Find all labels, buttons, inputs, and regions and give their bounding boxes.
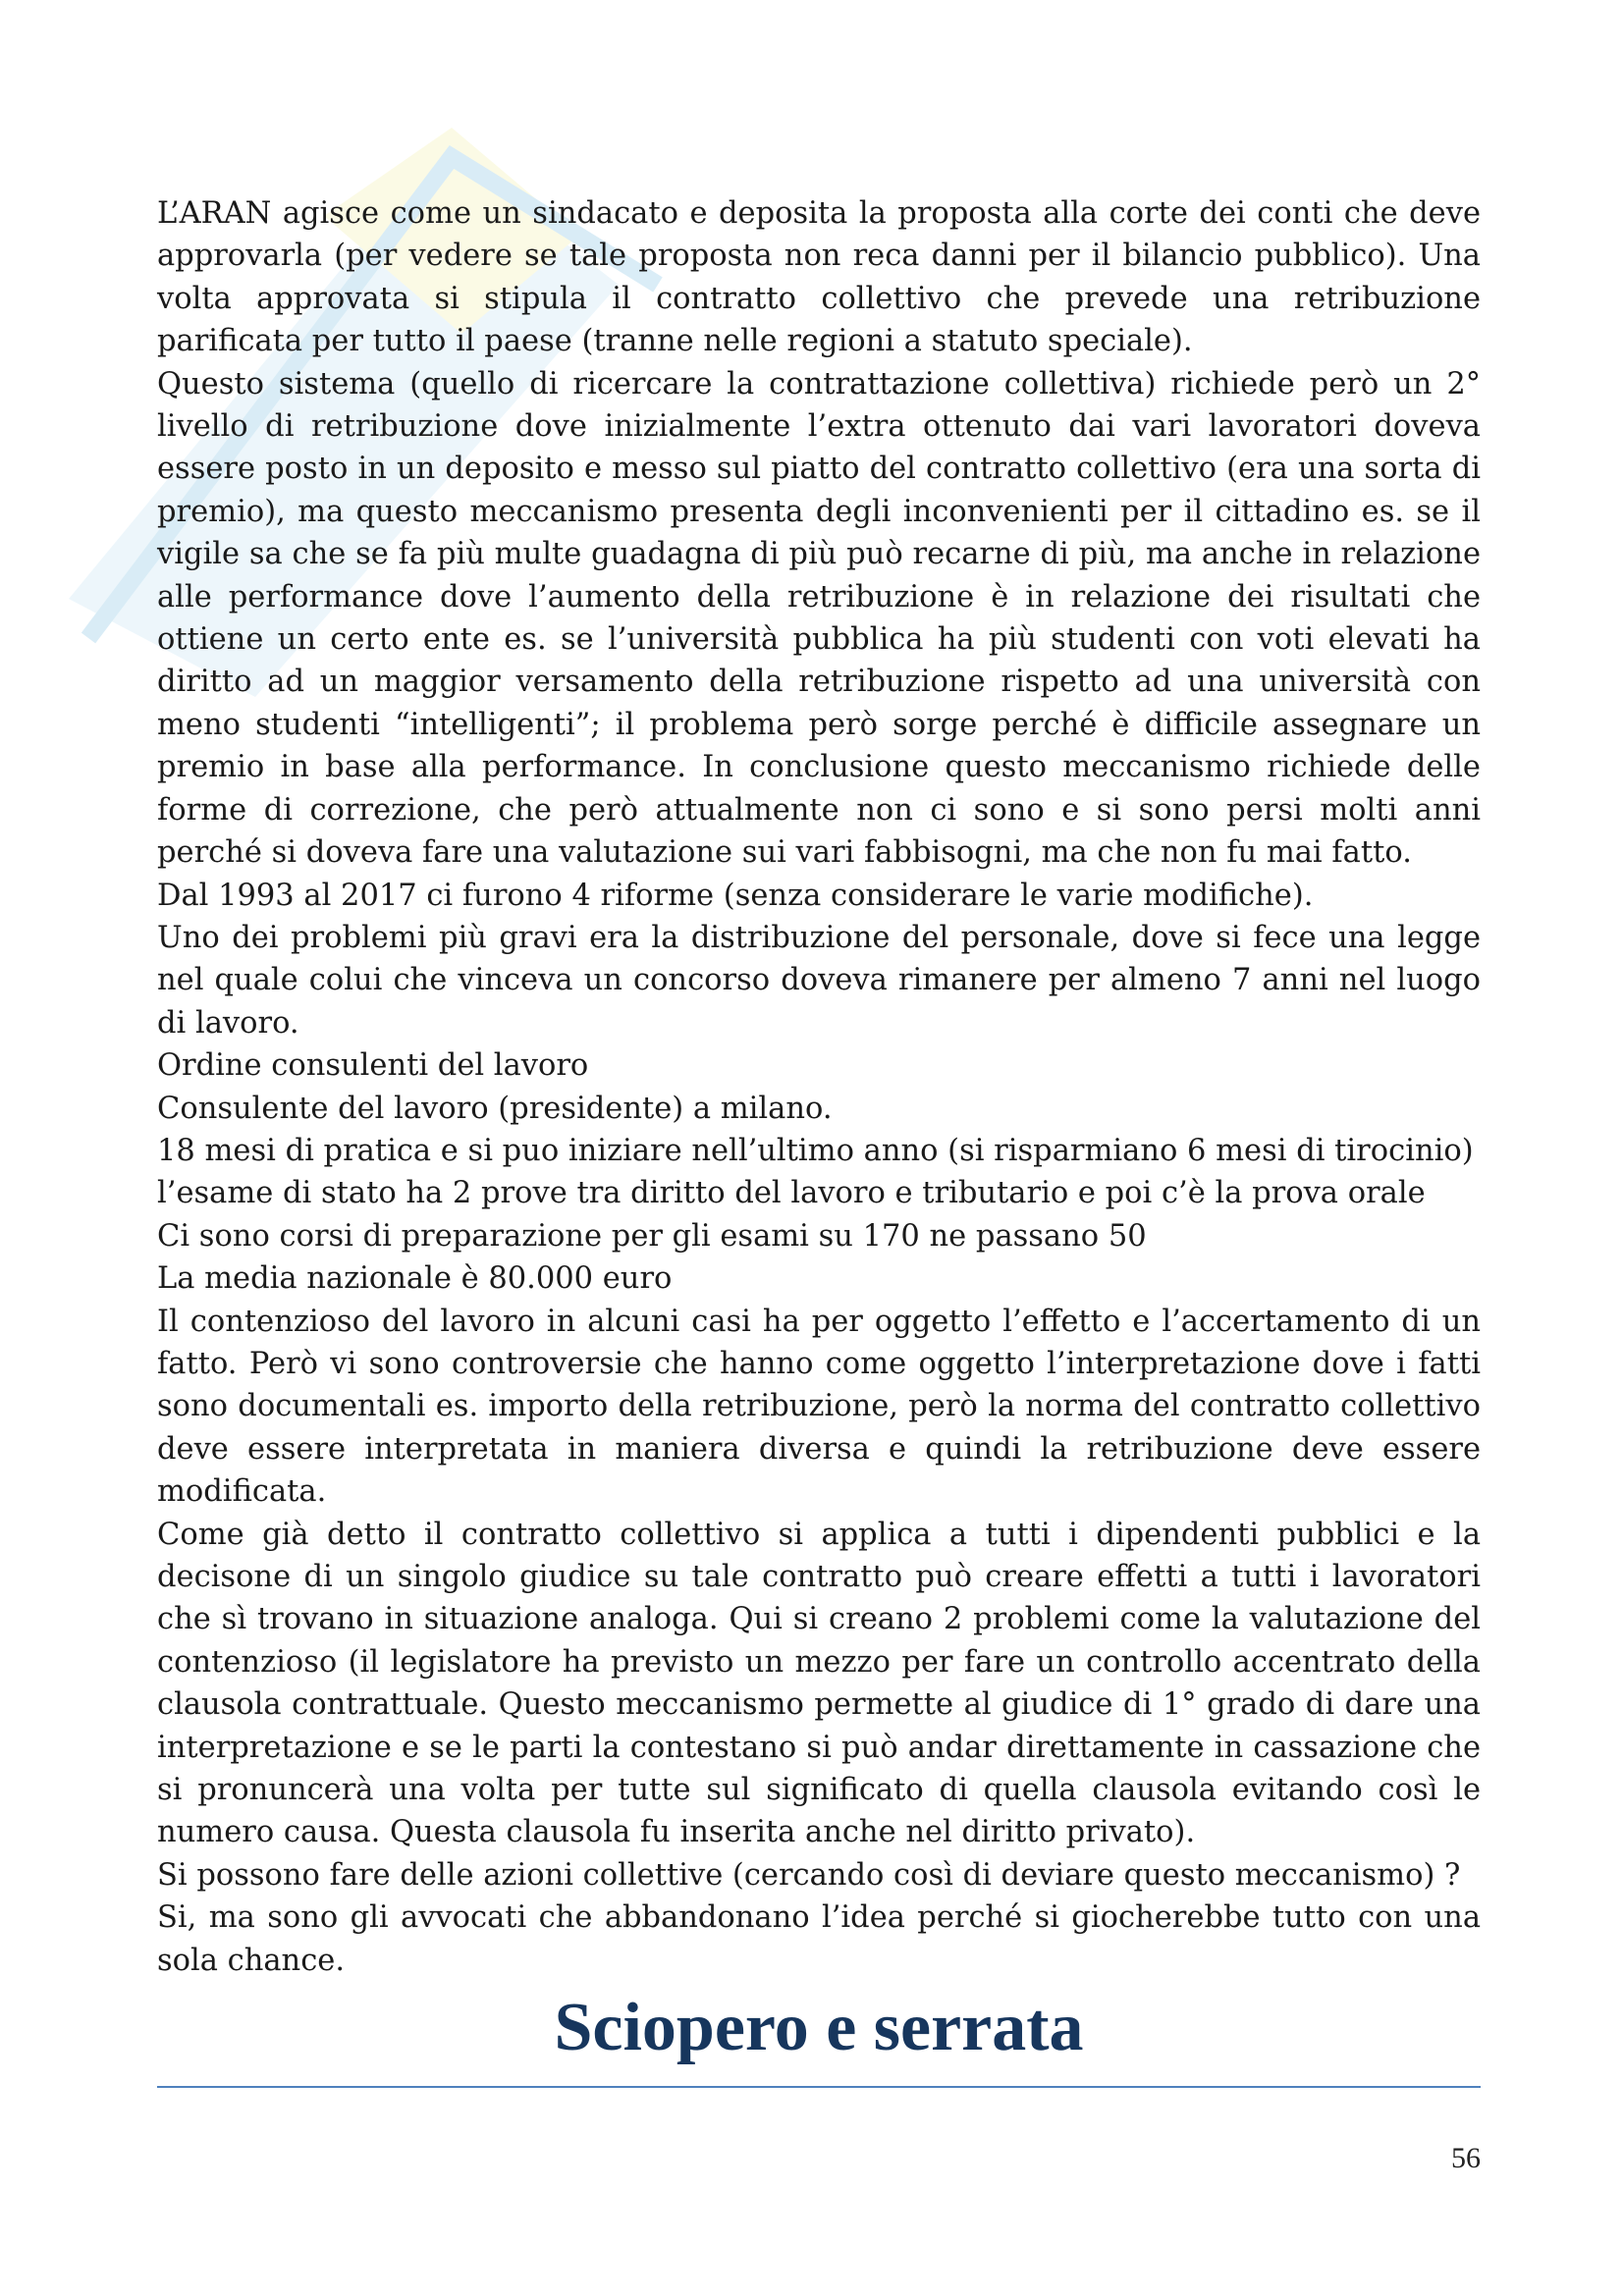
paragraph-secondo-livello: Questo sistema (quello di ricercare la contrattazione collettiva) richiede però un 2° livello di retribuzione dove inizialmente l’extra ottenuto dai vari lavoratori doveva essere posto in un deposito e messo sul piatto del contratto collettivo (era una sorta di premio), ma questo meccanismo presenta degli inconvenienti per il cittadino es. se il vigile sa che se fa più multe guadagna di più può recarne di più, ma anche in relazione alle performance dove l’aumento della retribuzione è in relazione dei risultati che ottiene un certo ente es. se l’università pubblica ha più studenti con voti elevati ha diritto ad un maggior versamento della retribuzione rispetto ad una università con meno studenti “intelligenti”; il problema però sorge perché è difficile assegnare un premio in base alla performance. In conclusione questo meccanismo richiede delle forme di correzione, che però attualmente non ci sono e si sono persi molti anni perché si doveva fare una valutazione sui vari fabbisogni, ma che non fu mai fatto.: [157, 366, 1481, 871]
paragraph-aran: L’ARAN agisce come un sindacato e deposita la proposta alla corte dei conti che deve approvarla (per vedere se tale proposta non reca danni per il bilancio pubblico). Una volta approvata si stipula il contratto collettivo che prevede una retribuzione parificata per tutto il paese (tranne nelle regioni a statuto speciale).: [157, 196, 1481, 359]
paragraph-ordine-consulenti: Ordine consulenti del lavoro: [157, 1048, 589, 1084]
paragraph-corsi: Ci sono corsi di preparazione per gli esami su 170 ne passano 50: [157, 1218, 1147, 1254]
paragraph-consulente-milano: Consulente del lavoro (presidente) a milano.: [157, 1091, 833, 1126]
page-number: 56: [1451, 2142, 1481, 2174]
paragraph-contratto-collettivo: Come già detto il contratto collettivo si applica a tutti i dipendenti pubblici e la decisone di un singolo giudice su tale contratto può creare effetti a tutti i lavoratori che sì trovano in situazione analoga. Qui si creano 2 problemi come la valutazione del contenzioso (il legislatore ha previsto un mezzo per fare un controllo accentrato della clausola contrattuale. Questo meccanismo permette al giudice di 1° grado di dare una interpretazione e se le parti la contestano si può andar direttamente in cassazione che si pronuncerà una volta per tutte sul significato di quella clausola evitando così le numero causa. Questa clausola fu inserita anche nel diritto privato).: [157, 1517, 1481, 1850]
page-body: [157, 192, 1481, 2088]
paragraph-azioni-collettive: Si possono fare delle azioni collettive (cercando così di deviare questo meccanismo) ?: [157, 1857, 1461, 1893]
paragraph-contenzioso: Il contenzioso del lavoro in alcuni casi ha per oggetto l’effetto e l’accertamento di un fatto. Però vi sono controversie che hanno come oggetto l’interpretazione dove i fatti sono documentali es. importo della retribuzione, però la norma del contratto collettivo deve essere interpretata in maniera diversa e quindi la retribuzione deve essere modificata.: [157, 1304, 1481, 1510]
paragraph-media: La media nazionale è 80.000 euro: [157, 1261, 673, 1297]
paragraph-avvocati: Si, ma sono gli avvocati che abbandonano l’idea perché si giocherebbe tutto con una sola chance.: [157, 1900, 1481, 1978]
section-heading-block: [157, 1984, 1481, 2088]
paragraph-distribuzione-personale: Uno dei problemi più gravi era la distribuzione del personale, dove si fece una legge nel quale colui che vinceva un concorso doveva rimanere per almeno 7 anni nel luogo di lavoro.: [157, 920, 1481, 1041]
paragraph-esame-stato: l’esame di stato ha 2 prove tra diritto del lavoro e tributario e poi c’è la prova orale: [157, 1176, 1426, 1211]
section-heading: Sciopero e serrata: [554, 1990, 1084, 2066]
paragraph-riforme: Dal 1993 al 2017 ci furono 4 riforme (senza considerare le varie modifiche).: [157, 878, 1314, 913]
paragraph-pratica: 18 mesi di pratica e si puo iniziare nell’ultimo anno (si risparmiano 6 mesi di tirocinio): [157, 1133, 1474, 1168]
